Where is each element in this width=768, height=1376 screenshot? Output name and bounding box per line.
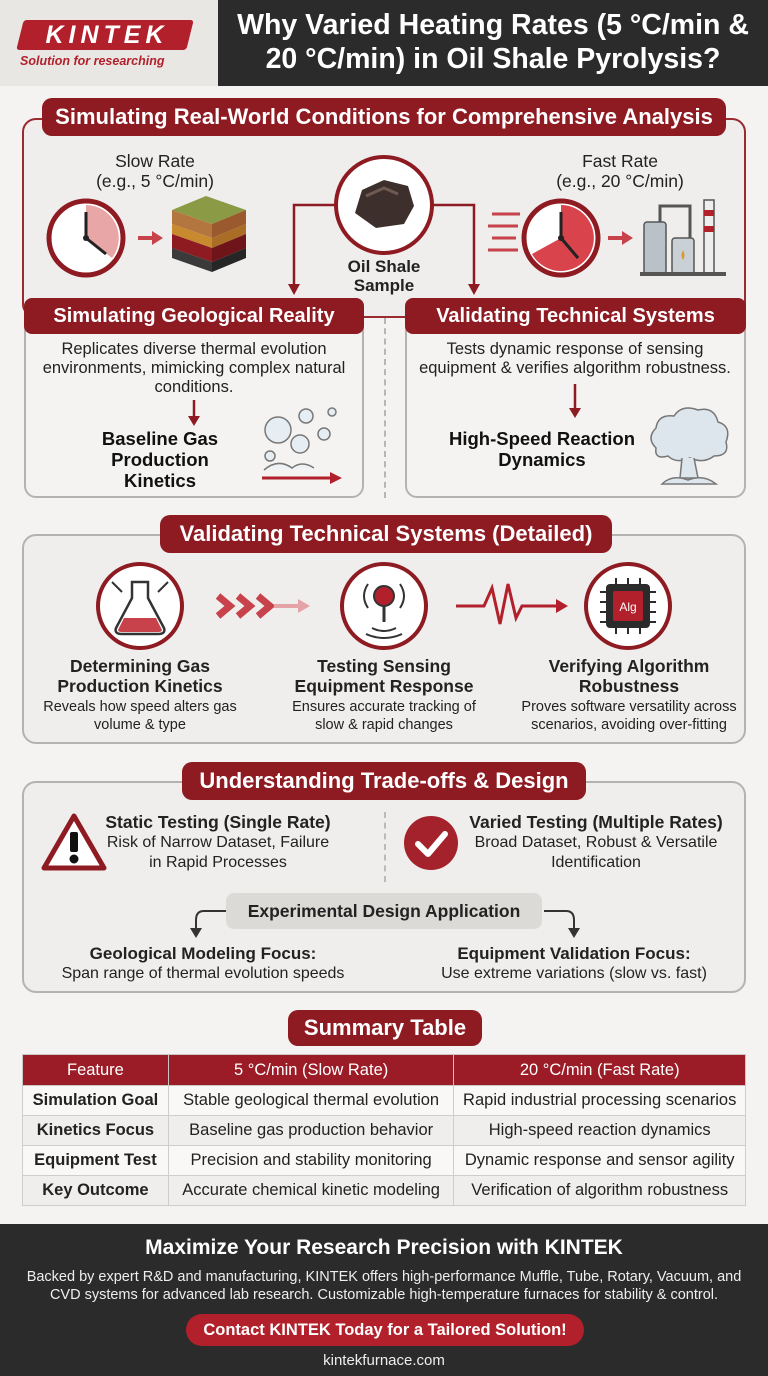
technical-systems-title: Validating Technical Systems [405,298,746,334]
speed-lines-icon [488,214,520,250]
table-cell: Baseline gas production behavior [168,1116,454,1146]
table-cell: Verification of algorithm robustness [454,1176,746,1206]
varied-testing [462,812,730,873]
step-title: Determining Gas Production Kinetics [57,656,223,696]
bubbles-icon [258,404,348,490]
static-testing [100,812,336,873]
equipment-validation-focus [406,944,742,984]
fast-rate-label: Fast Rate [582,151,658,171]
step-gas-kinetics [40,656,240,734]
table-cell: Kinetics Focus [23,1116,169,1146]
logo-text: KINTEK [45,21,169,49]
table-cell: High-speed reaction dynamics [454,1116,746,1146]
column-header: 20 °C/min (Fast Rate) [454,1055,746,1086]
step-desc: Proves software versatility across scenarios, avoiding over-fitting [521,699,737,733]
varied-testing-desc: Broad Dataset, Robust & Versatile Identification [474,834,718,871]
logo-tagline: Solution for researching [20,54,165,68]
table-row [23,1176,746,1206]
step-sensing-equipment [284,656,484,734]
table-cell: Key Outcome [23,1176,169,1206]
table-cell: Equipment Test [23,1146,169,1176]
geological-reality-body: Replicates diverse thermal evolution environments, mimicking complex natural conditions. [42,340,346,396]
table-cell: Precision and stability monitoring [168,1146,454,1176]
table-row [23,1086,746,1116]
divider [384,318,386,498]
equip-focus-title: Equipment Validation Focus: [457,944,691,963]
step-title: Testing Sensing Equipment Response [294,656,474,696]
slow-clock-icon [49,201,123,275]
section2-graphics [0,556,768,656]
page-title: Why Varied Heating Rates (5 °C/min & 20 °C/min) in Oil Shale Pyrolysis? [237,9,749,75]
table-cell: Accurate chemical kinetic modeling [168,1176,454,1206]
arrow-down-icon [186,400,202,428]
table-row [23,1116,746,1146]
baseline-gas-kinetics: Baseline Gas Production Kinetics [101,428,219,491]
divider [384,812,386,882]
explosion-cloud-icon [642,402,734,490]
step-title: Verifying Algorithm Robustness [548,656,710,696]
table-cell: Rapid industrial processing scenarios [454,1086,746,1116]
arrow-down-icon [567,384,583,420]
chevrons-icon [218,596,310,616]
footer-body: Backed by expert R&D and manufacturing, KINTEK offers high-performance Muffle, Tube, Rotary, Vacuum, and CVD systems for advanced lab research. Customizable high-temperature furnaces for stability & control. [26,1269,742,1303]
table-cell: Simulation Goal [23,1086,169,1116]
equip-focus-desc: Use extreme variations (slow vs. fast) [441,965,707,982]
technical-systems-body: Tests dynamic response of sensing equipment & verifies algorithm robustness. [419,340,731,377]
geological-reality-title: Simulating Geological Reality [24,298,364,334]
table-cell: Stable geological thermal evolution [168,1086,454,1116]
section-detailed-title: Validating Technical Systems (Detailed) [160,515,612,553]
factory-icon [640,200,726,276]
section-real-world-title: Simulating Real-World Conditions for Comprehensive Analysis [42,98,726,136]
geo-focus-desc: Span range of thermal evolution speeds [61,965,345,982]
footer [0,1224,768,1376]
static-testing-title: Static Testing (Single Rate) [105,812,331,832]
soil-layers-icon [172,196,246,272]
step-desc: Ensures accurate tracking of slow & rapid changes [292,699,476,733]
sensor-icon [342,564,426,648]
chip-label: Alg [619,600,637,614]
step-algorithm-robustness [512,656,746,734]
table-cell: Dynamic response and sensor agility [454,1146,746,1176]
geo-focus-title: Geological Modeling Focus: [89,944,317,963]
section-tradeoffs-title: Understanding Trade-offs & Design [182,762,586,800]
checkmark-icon [402,814,460,872]
summary-table-title: Summary Table [288,1010,482,1046]
slow-rate-example: (e.g., 5 °C/min) [96,171,214,191]
website-link[interactable]: kintekfurnace.com [323,1352,445,1369]
column-header: 5 °C/min (Slow Rate) [168,1055,454,1086]
oil-shale-rock-icon [336,157,432,253]
table-header-row [23,1055,746,1086]
pulse-line-icon [456,584,568,624]
contact-cta-button[interactable]: Contact KINTEK Today for a Tailored Solution! [186,1314,584,1346]
static-testing-desc: Risk of Narrow Dataset, Failure in Rapid Processes [106,834,330,871]
oil-shale-sample-label: Oil Shale Sample [347,257,421,295]
design-branch-arrows [190,900,580,940]
fast-clock-icon [524,201,598,275]
summary-table [22,1054,746,1206]
footer-title: Maximize Your Research Precision with KINTEK [145,1236,623,1259]
experimental-design-label: Experimental Design Application [226,893,542,929]
step-desc: Reveals how speed alters gas volume & type [43,699,237,733]
column-header: Feature [23,1055,169,1086]
chip-icon [586,564,670,648]
geological-modeling-focus [40,944,366,984]
fast-rate-example: (e.g., 20 °C/min) [556,171,684,191]
warning-icon [40,812,108,872]
slow-rate-label: Slow Rate [115,151,195,171]
table-row [23,1146,746,1176]
high-speed-dynamics: High-Speed Reaction Dynamics [448,428,636,470]
flask-icon [98,564,182,648]
varied-testing-title: Varied Testing (Multiple Rates) [469,812,723,832]
